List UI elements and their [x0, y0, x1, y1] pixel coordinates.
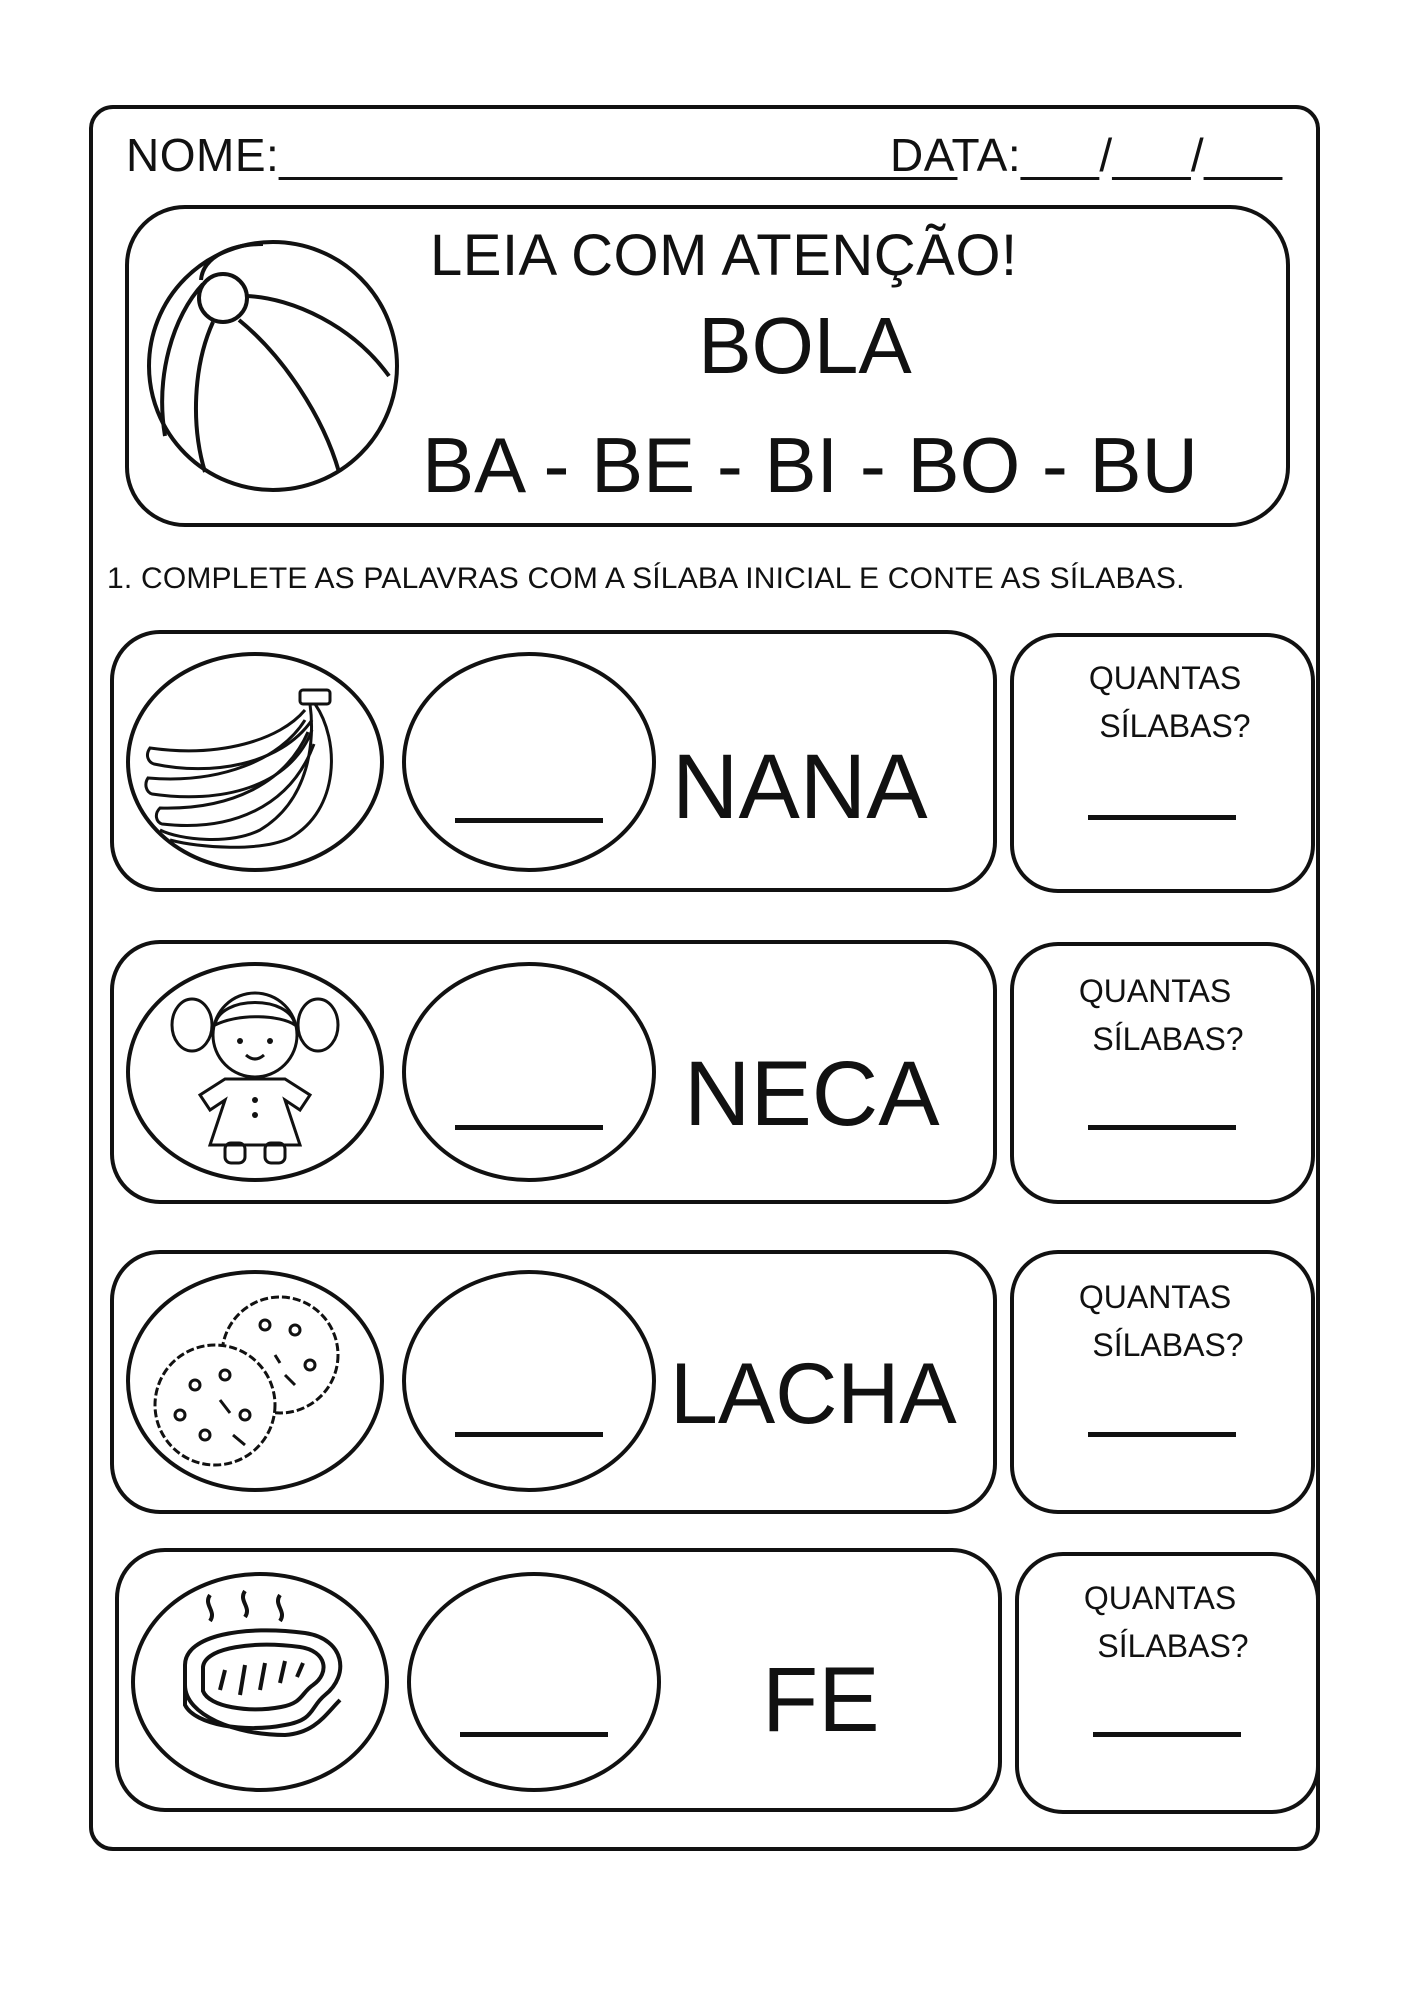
question-line-1: QUANTAS — [1078, 973, 1232, 1009]
banana-icon — [140, 680, 360, 850]
name-field[interactable]: NOME:__________________________ — [126, 129, 958, 181]
syllable-answer-line[interactable] — [455, 1125, 603, 1130]
reading-title: LEIA COM ATENÇÃO! — [430, 223, 1018, 288]
syllable-blank-oval[interactable] — [402, 1270, 656, 1492]
question-line-1: QUANTAS — [1088, 660, 1242, 696]
instruction-text: 1. COMPLETE AS PALAVRAS COM A SÍLABA INICIAL E CONTE AS SÍLABAS. — [107, 562, 1185, 595]
beach-ball-icon — [143, 236, 403, 496]
word-ending: NECA — [684, 1043, 940, 1145]
word-ending: FE — [762, 1649, 880, 1751]
word-ending: NANA — [672, 736, 928, 838]
question-line-2: SÍLABAS? — [1097, 1628, 1249, 1664]
count-answer-line[interactable] — [1093, 1732, 1241, 1737]
question-line-2: SÍLABAS? — [1092, 1327, 1244, 1363]
steak-icon — [165, 1585, 355, 1765]
syllable-answer-line[interactable] — [455, 1432, 603, 1437]
cookie-icon — [145, 1285, 355, 1475]
syllable-answer-line[interactable] — [460, 1732, 608, 1737]
count-answer-line[interactable] — [1088, 815, 1236, 820]
syllable-family: BA - BE - BI - BO - BU — [422, 421, 1198, 509]
syllable-answer-line[interactable] — [455, 818, 603, 823]
word-ending: LACHA — [670, 1346, 957, 1442]
question-line-1: QUANTAS — [1083, 1580, 1237, 1616]
date-field[interactable]: DATA:___/___/___ — [890, 129, 1283, 181]
question-line-1: QUANTAS — [1078, 1279, 1232, 1315]
question-line-2: SÍLABAS? — [1099, 708, 1251, 744]
question-line-2: SÍLABAS? — [1092, 1021, 1244, 1057]
doll-icon — [170, 975, 340, 1170]
syllable-blank-oval[interactable] — [402, 652, 656, 872]
syllable-blank-oval[interactable] — [402, 962, 656, 1182]
count-answer-line[interactable] — [1088, 1125, 1236, 1130]
reference-word: BOLA — [698, 301, 912, 390]
count-answer-line[interactable] — [1088, 1432, 1236, 1437]
syllable-blank-oval[interactable] — [407, 1572, 661, 1792]
